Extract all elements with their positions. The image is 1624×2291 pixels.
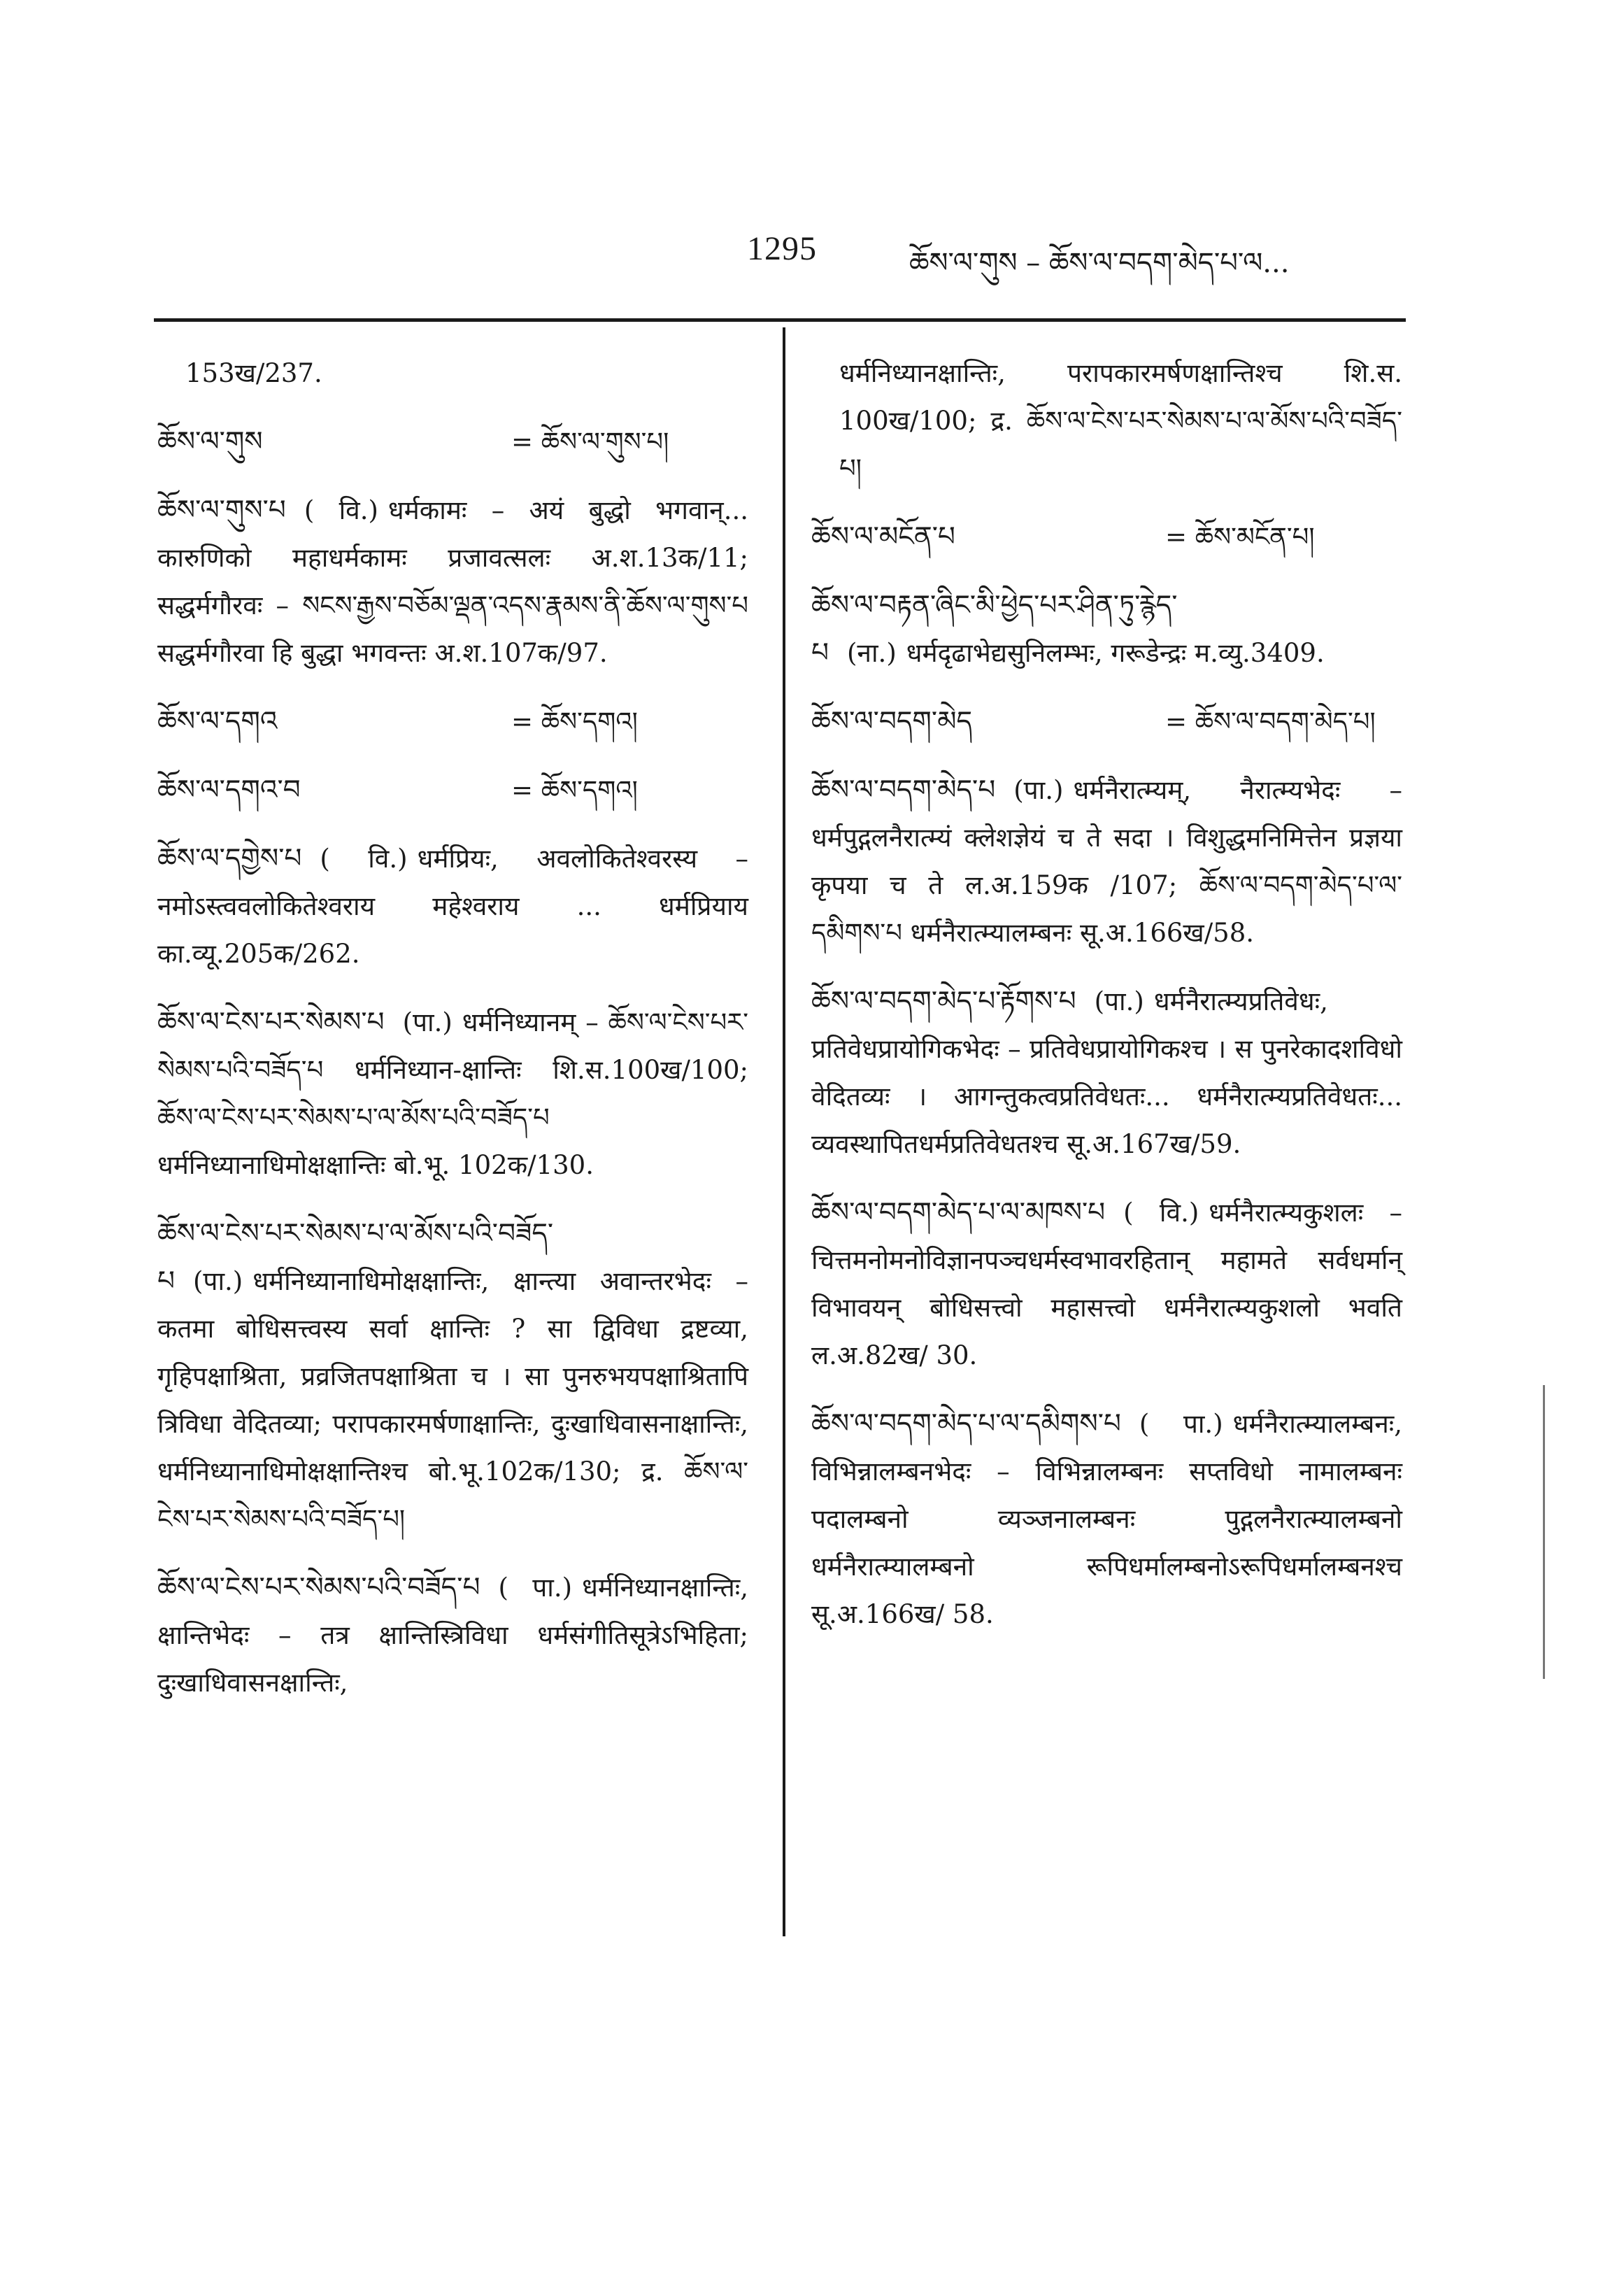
entry-headword: ཆོས་ལ་བརྟན་ཞིང་མི་ཕྱེད་པར་ཤིན་ཏུ་རྙེད་པ [811, 590, 1178, 669]
dictionary-entry [811, 513, 1402, 561]
entry-body: धर्मनैरात्म्यालम्बनः, विभिन्नालम्बनभेदः – विभिन्नालम्बनः सप्तविधो नामालम्बनः पदालम्बनो व्यञ्जनालम्बनः पुद्गलनैरात्म्यालम्बनो धर्मनैरात्म्यालम्बनो रूपिधर्मालम्बनोऽरूपिधर्मालम्बनश्च सू.अ.166ख/ 58. [811, 1409, 1402, 1629]
entry-grammar: (पा.) [1094, 986, 1144, 1016]
entry-equivalent: = ཆོས་ལ་བདག་མེད་པ། [1165, 707, 1376, 737]
entry-body: धर्मनैरात्म्यकुशलः – चित्तमनोमनोविज्ञानपञ्चधर्मस्वभावरहितान् महामते सर्वधर्मान् विभावयन् बोधिसत्त्वो महासत्त्वो धर्मनैरात्म्यकुशलो भवति ल.अ.82ख/ 30. [811, 1198, 1402, 1370]
entry-body: धर्मनैरात्म्यप्रतिवेधः, प्रतिवेधप्रायोगिकभेदः – प्रतिवेधप्रायोगिकश्च । स पुनरेकादशविधो वेदितव्यः । आगन्तुकत्वप्रतिवेधतः... धर्मनैरात्म्यप्रतिवेधतः... व्यवस्थापितधर्मप्रतिवेधतश्च सू.अ.167ख/59. [811, 986, 1402, 1159]
entry-body: धर्मनिध्यानाधिमोक्षक्षान्तिः, क्षान्त्या अवान्तरभेदः – कतमा बोधिसत्त्वस्य सर्वा क्षान्तिः ? सा द्विविधा द्रष्टव्या, गृहिपक्षाश्रिता, प्रव्रजितपक्षाश्रिता च । सा पुनरुभयपक्षाश्रितापि त्रिविधा वेदितव्या; परापकारमर्षणाक्षान्तिः, दुःखाधिवासनाक्षान्तिः, धर्मनिध्यानाधिमोक्षक्षान्तिश्च बो.भू.102क/130; द्र. ཆོས་ལ་ངེས་པར་སེམས་པའི་བཟོད་པ། [157, 1266, 748, 1534]
dictionary-entry [157, 698, 748, 746]
entry-headword: ཆོས་ལ་ངེས་པར་སེམས་པའི་བཟོད་པ [157, 1572, 480, 1603]
dictionary-entry [157, 767, 748, 814]
entry-body: धर्मकामः – अयं बुद्धो भगवान्... कारुणिको महाधर्मकामः प्रजावत्सलः अ.श.13क/11; सद्धर्मगौरवः – སངས་རྒྱས་བཅོམ་ལྡན་འདས་རྣམས་ནི་ཆོས་ལ་གུས་པ सद्धर्मगौरवा हि बुद्धा भगवन्तः अ.श.107क/97. [157, 495, 748, 668]
entry-headword: ཆོས་ལ་དགའ [157, 706, 278, 737]
dictionary-entry [811, 1189, 1402, 1379]
entry-headword: ཆོས་ལ་དགྱེས་པ [157, 843, 302, 874]
entry-grammar: (पा.) [1013, 775, 1064, 805]
running-head: ཆོས་ལ་གུས – ཆོས་ལ་བདག་མེད་པ་ལ... [909, 247, 1290, 279]
dictionary-entry [811, 767, 1402, 957]
dictionary-entry [157, 1564, 748, 1707]
entry-equivalent: = ཆོས་ལ་གུས་པ། [511, 427, 669, 457]
left-column [157, 350, 748, 1728]
entry-headword: ཆོས་ལ་བདག་མེད་པ་རྟོགས་པ [811, 986, 1076, 1017]
entry-equivalent: = ཆོས་དགའ། [511, 775, 638, 805]
entry-grammar: (ना.) [847, 638, 897, 668]
dictionary-entry [157, 487, 748, 677]
entry-headword: ཆོས་ལ་བདག་མེད [811, 706, 973, 737]
entry-grammar: ( वि.) [320, 844, 408, 874]
entry-grammar: ( वि.) [1123, 1198, 1199, 1228]
entry-body: धर्मनिध्यानक्षान्तिः, क्षान्तिभेदः – तत्र क्षान्तिस्त्रिविधा धर्मसंगीतिसूत्रेऽभिहिता; दुःखाधिवासनक्षान्तिः, [157, 1573, 748, 1698]
entry-body: धर्मनिध्यानम् – ཆོས་ལ་ངེས་པར་སེམས་པའི་བཟོད་པ धर्मनिध्यान-क्षान्तिः शि.स.100ख/100; ཆོས་ལ་ངེས་པར་སེམས་པ་ལ་མོས་པའི་བཟོད་པ धर्मनिध्यानाधिमोक्षक्षान्तिः बो.भू. 102क/130. [157, 1007, 748, 1180]
entry-grammar: ( पा.) [1139, 1409, 1223, 1439]
dictionary-entry [157, 999, 748, 1189]
entry-equivalent: = ཆོས་དགའ། [511, 707, 638, 737]
page-number: 1295 [747, 230, 817, 267]
entry-grammar: (पा.) [402, 1007, 453, 1037]
entry-headword: ཆོས་ལ་གུས་པ [157, 495, 286, 526]
right-column [811, 350, 1402, 1659]
entry-body: धर्मप्रियः, अवलोकितेश्वरस्य – नमोऽस्त्ववलोकितेश्वराय महेश्वराय ... धर्मप्रियाय का.व्यू.205क/262. [157, 844, 748, 969]
dictionary-entry [811, 978, 1402, 1168]
entry-headword: ཆོས་ལ་གུས [157, 426, 263, 458]
header-rule [154, 318, 1406, 322]
entry-headword: ཆོས་ལ་དགའ་བ [157, 774, 301, 806]
entry-body: धर्मदृढाभेद्यसुनिलम्भः, गरूडेन्द्रः म.व्यु.3409. [906, 638, 1325, 668]
entry-body: धर्मनैरात्म्यम्, नैरात्म्यभेदः – धर्मपुद्गलनैरात्म्यं क्लेशज्ञेयं च ते सदा । विशुद्धमनिमित्तेन प्रज्ञया कृपया च ते ल.अ.159क /107; ཆོས་ལ་བདག་མེད་པ་ལ་དམིགས་པ धर्मनैरात्म्यालम्बनः सू.अ.166ख/58. [811, 775, 1402, 948]
dictionary-entry [811, 698, 1402, 746]
continued-entry [157, 350, 748, 397]
entry-grammar: (पा.) [193, 1266, 243, 1296]
entry-headword: ཆོས་ལ་ངེས་པར་སེམས་པ [157, 1007, 385, 1038]
dictionary-entry [157, 835, 748, 978]
entry-headword: ཆོས་ལ་བདག་མེད་པ་ལ་མཁས་པ [811, 1197, 1106, 1228]
dictionary-entry [157, 1210, 748, 1543]
entry-headword: ཆོས་ལ་བདག་མེད་པ [811, 774, 996, 806]
entry-headword: ཆོས་ལ་ངེས་པར་སེམས་པ་ལ་མོས་པའི་བཟོད་པ [157, 1218, 554, 1297]
dictionary-entry [811, 1400, 1402, 1638]
entry-grammar: ( वि.) [304, 495, 378, 525]
entry-equivalent: = ཆོས་མངོན་པ། [1165, 522, 1315, 552]
column-divider [783, 327, 785, 1936]
entry-text: धर्मनिध्यानक्षान्तिः, परापकारमर्षणक्षान्तिश्च शि.स. 100ख/100; द्र. ཆོས་ལ་ངེས་པར་སེམས་པ་ལ་མོས་པའི་བཟོད་པ། [839, 358, 1402, 483]
continued-entry [811, 350, 1402, 492]
dictionary-entry [811, 582, 1402, 677]
entry-headword: ཆོས་ལ་བདག་མེད་པ་ལ་དམིགས་པ [811, 1408, 1121, 1440]
dictionary-entry [157, 418, 748, 466]
entry-text: 153ख/237. [185, 358, 322, 388]
page-edge-mark [1543, 1385, 1545, 1679]
entry-headword: ཆོས་ལ་མངོན་པ [811, 521, 955, 553]
entry-grammar: ( पा.) [498, 1573, 573, 1603]
